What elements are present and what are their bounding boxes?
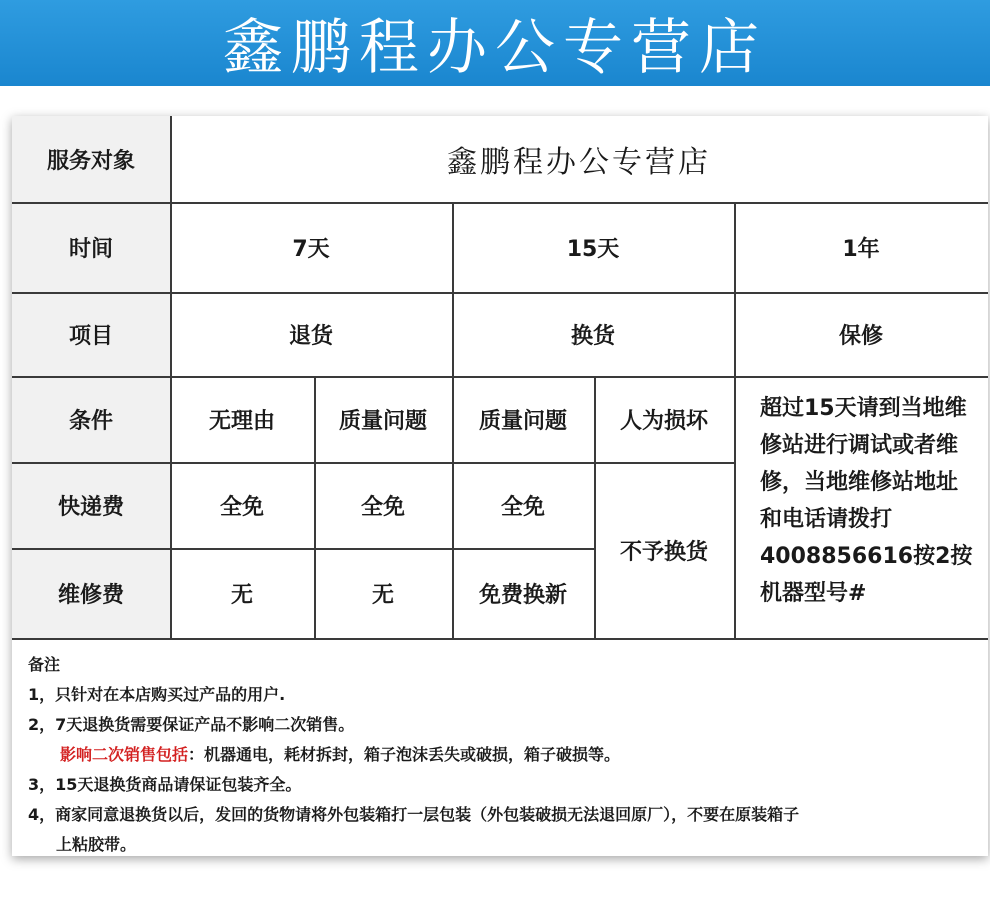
grid-line bbox=[12, 292, 988, 294]
note-line-2: 2，7天退换货需要保证产品不影响二次销售。 bbox=[28, 715, 355, 734]
time-7-days: 7天 bbox=[292, 236, 330, 262]
notes-section bbox=[28, 650, 978, 860]
grid-line bbox=[452, 202, 454, 638]
cond-quality-exchange: 质量问题 bbox=[478, 408, 567, 434]
condition-label: 条件 bbox=[12, 376, 170, 462]
cond-human-damage: 人为损坏 bbox=[619, 408, 708, 434]
repair-label: 维修费 bbox=[12, 548, 170, 638]
no-exchange: 不予换货 bbox=[619, 539, 708, 565]
note-line-6: 上粘胶带。 bbox=[56, 835, 137, 854]
notes-title: 备注 bbox=[28, 655, 61, 674]
store-banner bbox=[0, 0, 990, 86]
item-warranty: 保修 bbox=[838, 323, 883, 349]
time-label: 时间 bbox=[12, 202, 170, 292]
note-line-3-rest: ：机器通电，耗材拆封，箱子泡沫丢失或破损，箱子破损等。 bbox=[188, 745, 621, 764]
service-label: 服务对象 bbox=[12, 116, 170, 202]
repair-free-new: 免费换新 bbox=[478, 582, 567, 608]
warranty-note: 超过15天请到当地维修站进行调试或者维修，当地维修站地址和电话请拨打4008856616按2按机器型号# bbox=[760, 396, 973, 606]
note-line-1: 1，只针对在本店购买过产品的用户. bbox=[28, 685, 286, 704]
repair-none-return: 无 bbox=[230, 582, 253, 608]
note-red-highlight: 影响二次销售包括 bbox=[60, 745, 189, 764]
note-line-4: 3，15天退换货商品请保证包装齐全。 bbox=[28, 775, 302, 794]
note-line-3 bbox=[28, 740, 978, 770]
item-exchange: 换货 bbox=[570, 323, 615, 349]
item-return: 退货 bbox=[288, 323, 333, 349]
cond-quality-return: 质量问题 bbox=[338, 408, 427, 434]
grid-line bbox=[12, 202, 988, 204]
item-label: 项目 bbox=[12, 292, 170, 376]
grid-line bbox=[12, 376, 988, 378]
ship-free-exchange: 全免 bbox=[500, 494, 545, 520]
repair-none-quality: 无 bbox=[371, 582, 394, 608]
ship-free-quality: 全免 bbox=[360, 494, 405, 520]
banner-title: 鑫鹏程办公专营店 bbox=[223, 13, 767, 83]
grid-line bbox=[12, 548, 594, 550]
cond-no-reason: 无理由 bbox=[208, 408, 275, 434]
shipping-label: 快递费 bbox=[12, 462, 170, 548]
grid-line bbox=[734, 202, 736, 638]
grid-line bbox=[594, 376, 596, 638]
time-15-days: 15天 bbox=[566, 236, 620, 262]
time-1-year: 1年 bbox=[842, 236, 880, 262]
service-value: 鑫鹏程办公专营店 bbox=[447, 145, 711, 180]
grid-line bbox=[314, 376, 316, 638]
grid-line bbox=[12, 462, 734, 464]
ship-free-return: 全免 bbox=[219, 494, 264, 520]
note-line-5: 4，商家同意退换货以后，发回的货物请将外包装箱打一层包装（外包装破损无法退回原厂），不要在原装箱子 bbox=[28, 805, 800, 824]
grid-line bbox=[12, 638, 988, 640]
